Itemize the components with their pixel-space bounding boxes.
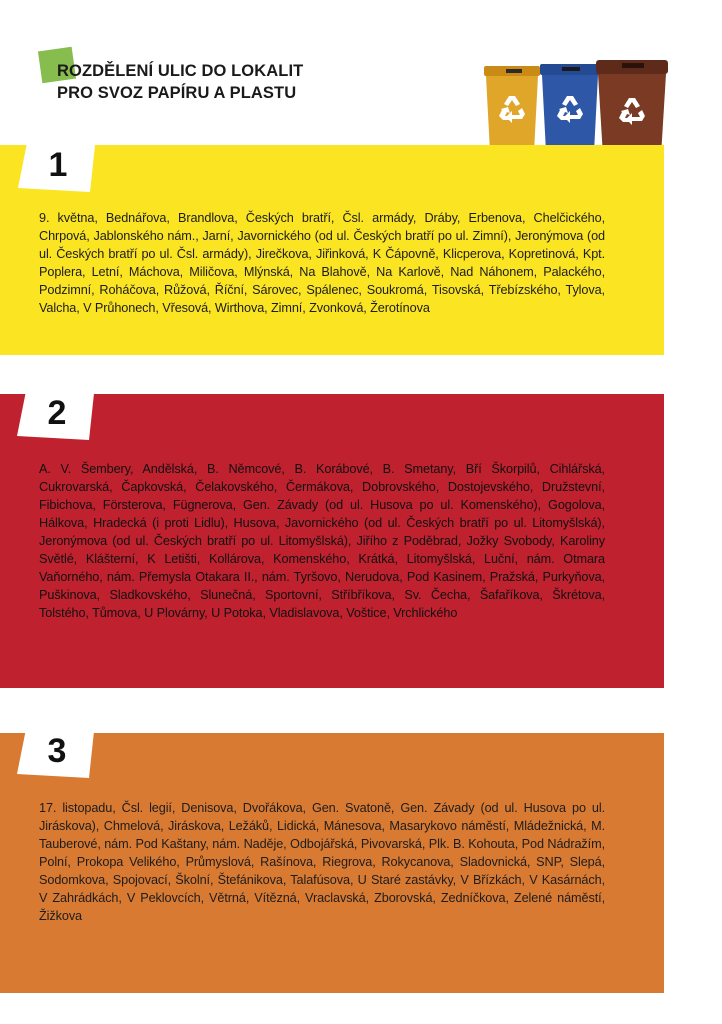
zone-1-badge xyxy=(18,136,98,194)
zone-3-number: 3 xyxy=(47,731,67,770)
zone-2-badge xyxy=(17,384,97,442)
zone-2-number: 2 xyxy=(47,393,67,432)
zone-1-number: 1 xyxy=(48,145,68,184)
zone-2-street-list: A. V. Šembery, Andělská, B. Němcové, B. Korábové, B. Smetany, Bří Škorpilů, Cihlářská, Cukrovarská, Čapkovská, Čelakovského, Čermákova, Dobrovského, Dostojevského, Družstevní, Fibichova, Försterova, Fügnerova, Gen. Závady (od ul. Husova po ul. Komenského), Gogolova, Hálkova, Hradecká (i proti Lidlu), Husova, Javornického (od ul. Českých bratří po ul. Litomyšlská), Jeronýmova (od ul. Českých bratří po ul. Litomyšlská), Jiřího z Poděbrad, Jožky Svobody, Karoliny Světlé, Klášterní, K Letišti, Kollárova, Komenského, Krátká, Litomyšlská, Luční, nám. Otmara Vaňorného, nám. Přemysla Otakara II., nám. Tyršovo, Nerudova, Pod Kasinem, Pražská, Purkyňova, Puškinova, Sladkovského, Slunečná, Sportovní, Stříbříkova, Sv. Čecha, Šafaříkova, Škrétova, Tolstého, Tůmova, U Plovárny, U Potoka, Vladislavova, Voštice, Vrchlického xyxy=(39,462,605,620)
page-title xyxy=(57,60,303,104)
zone-1-street-list: 9. května, Bednářova, Brandlova, Českých bratří, Čsl. armády, Dráby, Erbenova, Chelčického, Chrpová, Jablonského nám., Jarní, Javornického (od ul. Českých bratří po ul. Zimní), Jeronýmova (od ul. Českých bratří po ul. Čsl. armády), Jirečkova, Jiřinková, K Čápovně, Klicperova, Kopretinová, Kpt. Poplera, Letní, Máchova, Miličova, Mlýnská, Na Blahově, Na Karlově, Nad Náhonem, Palackého, Podzimní, Roháčova, Růžová, Říční, Sárovec, Spálenec, Soukromá, Tisovská, Třebízského, Tylova, Valcha, V Průhonech, Vřesová, Wirthova, Zimní, Zvonková, Žerotínova xyxy=(39,211,605,315)
zone-3-badge xyxy=(17,722,97,780)
page-title-line-1: ROZDĚLENÍ ULIC DO LOKALIT xyxy=(57,62,304,80)
zone-3-street-list: 17. listopadu, Čsl. legií, Denisova, Dvořákova, Gen. Svatoně, Gen. Závady (od ul. Husova po ul. Jiráskova), Chmelová, Jiráskova, Ležáků, Lidická, Mánesova, Masarykovo náměstí, Mládežnická, M. Tauberové, nám. Pod Kaštany, nám. Naděje, Odbojářská, Pivovarská, Plk. B. Kohouta, Pod Nádražím, Polní, Prokopa Velikého, Průmyslová, Rašínova, Riegrova, Rokycanova, Sladovnická, SNP, Slepá, Sodomkova, Spojovací, Školní, Štefánikova, Talafúsova, U Staré zastávky, V Břízkách, V Kasárnách, V Zahrádkách, V Peklovcích, Větrná, Vítězná, Vraclavská, Zborovská, Zedníčkova, Zelené náměstí, Žižkova xyxy=(39,801,605,923)
page-title-line-2: PRO SVOZ PAPÍRU A PLASTU xyxy=(57,84,297,102)
